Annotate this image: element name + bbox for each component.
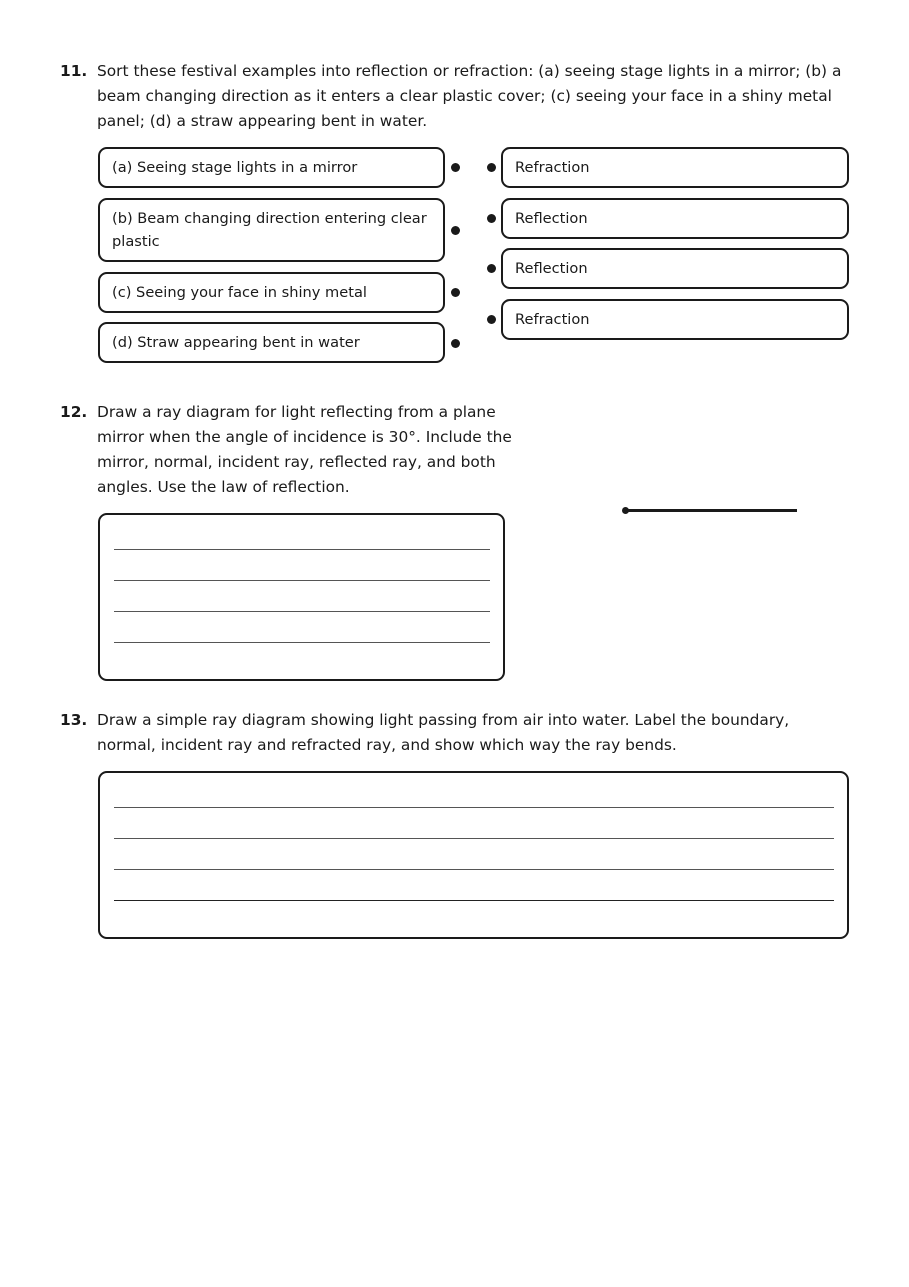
match-left-a[interactable] (98, 147, 445, 188)
match-right-label: Reflection (515, 210, 588, 227)
match-left-b[interactable] (98, 198, 445, 262)
connector-dot-right-4[interactable] (487, 315, 496, 324)
connector-dot-right-1[interactable] (487, 163, 496, 172)
question-text: Draw a ray diagram for light reflecting from a plane mirror when the angle of incidence is 30°. Include the mirror, normal, incident ray, reflected ray, and both angles. Use the law of reflection. (97, 403, 512, 496)
answer-line (114, 642, 490, 643)
match-left-label: (c) Seeing your face in shiny metal (112, 284, 367, 301)
answer-line (114, 611, 490, 612)
connector-dot-left-c[interactable] (451, 288, 460, 297)
connector-dot-left-a[interactable] (451, 163, 460, 172)
match-right-2[interactable] (501, 198, 849, 239)
connector-dot-left-b[interactable] (451, 226, 460, 235)
answer-line (114, 838, 834, 839)
answer-line (114, 580, 490, 581)
question-11 (60, 59, 850, 139)
match-right-4[interactable] (501, 299, 849, 340)
plane-mirror-line (625, 509, 797, 512)
question-13 (60, 708, 850, 763)
match-left-d[interactable] (98, 322, 445, 363)
question-12 (60, 400, 520, 505)
match-right-1[interactable] (501, 147, 849, 188)
match-right-label: Reflection (515, 260, 588, 277)
connector-dot-left-d[interactable] (451, 339, 460, 348)
answer-box-12[interactable] (98, 513, 505, 681)
question-number: 12. (60, 403, 88, 421)
connector-dot-right-3[interactable] (487, 264, 496, 273)
match-left-label: (d) Straw appearing bent in water (112, 334, 360, 351)
match-left-label-cont: plastic (112, 233, 160, 250)
question-text: Sort these festival examples into reflection or refraction: (a) seeing stage lights in a mirror; (b) a beam changing direction as it enters a clear plastic cover; (c) seeing your face in a shiny metal panel; (d) a straw appearing bent in water. (97, 62, 842, 130)
match-left-label: (b) Beam changing direction entering clear (112, 210, 427, 227)
match-right-3[interactable] (501, 248, 849, 289)
answer-line (114, 900, 834, 901)
answer-line (114, 869, 834, 870)
connector-dot-right-2[interactable] (487, 214, 496, 223)
match-left-label: (a) Seeing stage lights in a mirror (112, 159, 358, 176)
match-right-label: Refraction (515, 159, 590, 176)
answer-line (114, 807, 834, 808)
question-number: 13. (60, 711, 88, 729)
match-left-c[interactable] (98, 272, 445, 313)
match-right-label: Refraction (515, 311, 590, 328)
question-number: 11. (60, 62, 88, 80)
answer-box-13[interactable] (98, 771, 849, 939)
question-text: Draw a simple ray diagram showing light passing from air into water. Label the boundary, normal, incident ray and refracted ray, and show which way the ray bends. (97, 711, 790, 754)
answer-line (114, 549, 490, 550)
